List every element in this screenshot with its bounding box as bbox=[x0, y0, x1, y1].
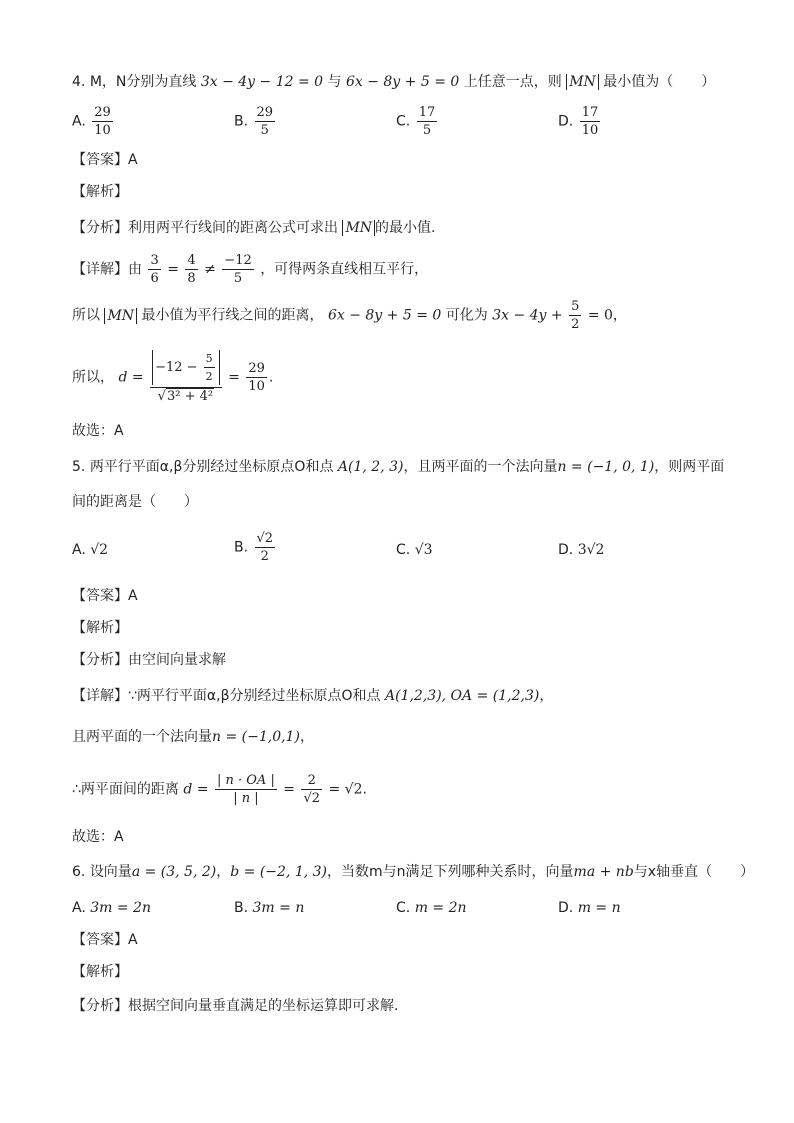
second-fraction: $\frac{2}{√2}$ bbox=[303, 773, 321, 806]
detail-end: ， bbox=[539, 688, 554, 704]
option-fraction: $\frac{√2}{2}$ bbox=[256, 531, 274, 564]
q4-answer bbox=[72, 150, 138, 170]
line-equation-2: 3x − 4y + bbox=[492, 307, 563, 324]
option-label: D. bbox=[558, 113, 574, 130]
q6-number: 6. bbox=[72, 864, 86, 880]
q4-analysis-label: 【解析】 bbox=[72, 184, 128, 200]
answer-label: 【答案】 bbox=[72, 152, 128, 168]
q4-stem-before: M，N分别为直线 bbox=[89, 74, 197, 90]
q4-detail-line1 bbox=[72, 252, 428, 287]
line-fraction: $\frac{5}{2}$ bbox=[571, 299, 580, 332]
detail-fraction-1: $\frac{3}{6}$ bbox=[150, 253, 159, 286]
q4-detail-line3: 所以， d = −12 − $\frac{5}{2}$ √3² + 4² = $\frac{29}{10}$ . bbox=[72, 352, 274, 404]
q5-detail-line3 bbox=[72, 772, 367, 807]
detail-text: ∵两平行平面α,β分别经过坐标原点O和点 bbox=[128, 688, 381, 704]
option-label: C. bbox=[396, 900, 411, 916]
q5-normal-vector: n = (−1, 0, 1) bbox=[557, 459, 655, 475]
q4-number: 4. bbox=[72, 74, 86, 90]
detail-math: A(1,2,3), OA = (1,2,3) bbox=[385, 688, 540, 704]
line-end: . bbox=[268, 369, 274, 386]
option-fraction: $\frac{29}{10}$ bbox=[94, 105, 111, 138]
q4-option-b bbox=[234, 104, 277, 139]
line-prefix: 所以 bbox=[72, 307, 100, 324]
equals-sign: = bbox=[283, 781, 296, 798]
detail-label: 【详解】 bbox=[72, 261, 128, 278]
distance-symbol: d = bbox=[183, 781, 209, 798]
line-mn: MN bbox=[104, 308, 137, 324]
q5-option-c bbox=[396, 540, 433, 560]
answer-value: A bbox=[128, 152, 138, 168]
option-value: m = 2n bbox=[414, 900, 467, 916]
line-end: = 0， bbox=[587, 307, 627, 324]
option-label: A. bbox=[72, 900, 86, 916]
q6-option-c bbox=[396, 898, 467, 918]
result-fraction: $\frac{29}{10}$ bbox=[248, 361, 265, 394]
detail-fraction-2: $\frac{4}{8}$ bbox=[187, 253, 196, 286]
q4-line2-equation: 6x − 8y + 5 = 0 bbox=[345, 74, 460, 90]
q5-analysis-label: 【解析】 bbox=[72, 620, 128, 636]
option-value: m = n bbox=[577, 900, 621, 916]
q5-option-a bbox=[72, 540, 108, 560]
line-equation: 6x − 8y + 5 = 0 bbox=[327, 307, 442, 324]
fenxi-text: 根据空间向量垂直满足的坐标运算即可求解. bbox=[128, 998, 399, 1014]
q4-option-d bbox=[558, 104, 602, 139]
line-mid2: 可化为 bbox=[445, 307, 488, 324]
q5-detail-line1 bbox=[72, 686, 553, 706]
detail-conclusion: ，可得两条直线相互平行， bbox=[260, 261, 429, 278]
q4-stem-mid: 上任意一点，则 bbox=[463, 74, 562, 90]
fenxi-label: 【分析】 bbox=[72, 652, 128, 668]
vector-b: b = (−2, 1, 3) bbox=[230, 864, 328, 880]
q4-choose: 故选：A bbox=[72, 423, 124, 439]
option-label: C. bbox=[396, 113, 411, 130]
q5-point: A(1, 2, 3) bbox=[337, 459, 404, 475]
q5-answer bbox=[72, 586, 138, 606]
q6-analysis-label: 【解析】 bbox=[72, 964, 128, 980]
fenxi-text: 由空间向量求解 bbox=[128, 652, 226, 668]
q5-fenxi bbox=[72, 650, 226, 670]
q5-detail-line2 bbox=[72, 727, 314, 747]
option-label: A. bbox=[72, 113, 86, 130]
q4-stem-after: 最小值为（ ） bbox=[603, 74, 716, 90]
fenxi-text-before: 利用两平行线间的距离公式可求出 bbox=[128, 220, 338, 236]
answer-label: 【答案】 bbox=[72, 588, 128, 604]
distance-symbol: d = bbox=[118, 369, 144, 386]
q5-stem-text: 两平行平面α,β分别经过坐标原点O和点 bbox=[89, 459, 334, 475]
option-fraction: $\frac{29}{5}$ bbox=[256, 105, 274, 138]
separator: ， bbox=[216, 864, 231, 880]
q6-option-b bbox=[234, 898, 304, 918]
q4-detail-line2 bbox=[72, 298, 627, 333]
answer-value: A bbox=[128, 932, 138, 948]
option-label: A. bbox=[72, 542, 86, 558]
distance-fraction: $\frac{| n \cdot OA |}{| n |}$ bbox=[216, 773, 275, 806]
result: = √2 bbox=[328, 781, 363, 798]
detail-by: 由 bbox=[128, 261, 142, 278]
vector-expression: ma + nb bbox=[573, 864, 634, 880]
q6-fenxi bbox=[72, 996, 398, 1016]
q5-option-b bbox=[234, 530, 277, 565]
line-text: ∴两平面间的距离 bbox=[72, 781, 179, 798]
option-value: √3 bbox=[414, 542, 433, 558]
fenxi-text-after: 的最小值. bbox=[375, 220, 436, 236]
line-math: n = (−1,0,1) bbox=[212, 729, 300, 745]
distance-fraction: −12 − $\frac{5}{2}$ √3² + 4² bbox=[150, 350, 222, 405]
q4-fenxi bbox=[72, 218, 436, 238]
q6-stem bbox=[72, 862, 754, 882]
line-prefix: 所以， bbox=[72, 369, 114, 386]
detail-fraction-3: $\frac{-12}{5}$ bbox=[224, 253, 252, 286]
q5-option-d bbox=[558, 540, 604, 560]
option-label: B. bbox=[234, 113, 249, 130]
option-fraction: $\frac{17}{10}$ bbox=[581, 105, 599, 138]
option-label: C. bbox=[396, 542, 411, 558]
q5-number: 5. bbox=[72, 459, 86, 475]
option-label: B. bbox=[234, 900, 249, 916]
option-value: 3√2 bbox=[577, 542, 605, 558]
detail-label: 【详解】 bbox=[72, 688, 128, 704]
answer-value: A bbox=[128, 588, 138, 604]
line-text: 且两平面的一个法向量 bbox=[72, 729, 212, 745]
line-end: . bbox=[362, 781, 367, 798]
option-label: B. bbox=[234, 539, 249, 556]
q5-choose: 故选：A bbox=[72, 829, 124, 845]
option-value: 3m = n bbox=[252, 900, 305, 916]
q4-mn: MN bbox=[566, 74, 599, 90]
q4-option-c bbox=[396, 104, 439, 139]
option-value: 3m = 2n bbox=[90, 900, 151, 916]
q5-stem-line1 bbox=[72, 457, 724, 477]
q6-stem-end: 与x轴垂直（ ） bbox=[633, 864, 755, 880]
q6-stem-mid: ，当数m与n满足下列哪种关系时，向量 bbox=[327, 864, 574, 880]
q5-stem-mid: ，且两平面的一个法向量 bbox=[403, 459, 558, 475]
line-mid: 最小值为平行线之间的距离， bbox=[141, 307, 324, 324]
q5-stem-end: ，则两平面 bbox=[654, 459, 725, 475]
line-end: ， bbox=[299, 729, 314, 745]
fenxi-mn: MN bbox=[342, 220, 375, 236]
fenxi-label: 【分析】 bbox=[72, 998, 128, 1014]
q4-stem bbox=[72, 72, 715, 92]
q6-option-d bbox=[558, 898, 621, 918]
answer-label: 【答案】 bbox=[72, 932, 128, 948]
q5-stem-line2: 间的距离是（ ） bbox=[72, 494, 198, 510]
fenxi-label: 【分析】 bbox=[72, 220, 128, 236]
q6-answer bbox=[72, 930, 138, 950]
option-value: √2 bbox=[90, 542, 109, 558]
q6-option-a bbox=[72, 898, 151, 918]
q4-option-a bbox=[72, 104, 115, 139]
q6-stem-text: 设向量 bbox=[89, 864, 132, 880]
vector-a: a = (3, 5, 2) bbox=[131, 864, 217, 880]
equals-sign: = bbox=[167, 261, 179, 278]
not-equal-sign: ≠ bbox=[204, 261, 216, 278]
q4-connector: 与 bbox=[327, 74, 342, 90]
option-label: D. bbox=[558, 542, 574, 558]
option-label: D. bbox=[558, 900, 574, 916]
q4-line1-equation: 3x − 4y − 12 = 0 bbox=[200, 74, 324, 90]
option-fraction: $\frac{17}{5}$ bbox=[418, 105, 436, 138]
